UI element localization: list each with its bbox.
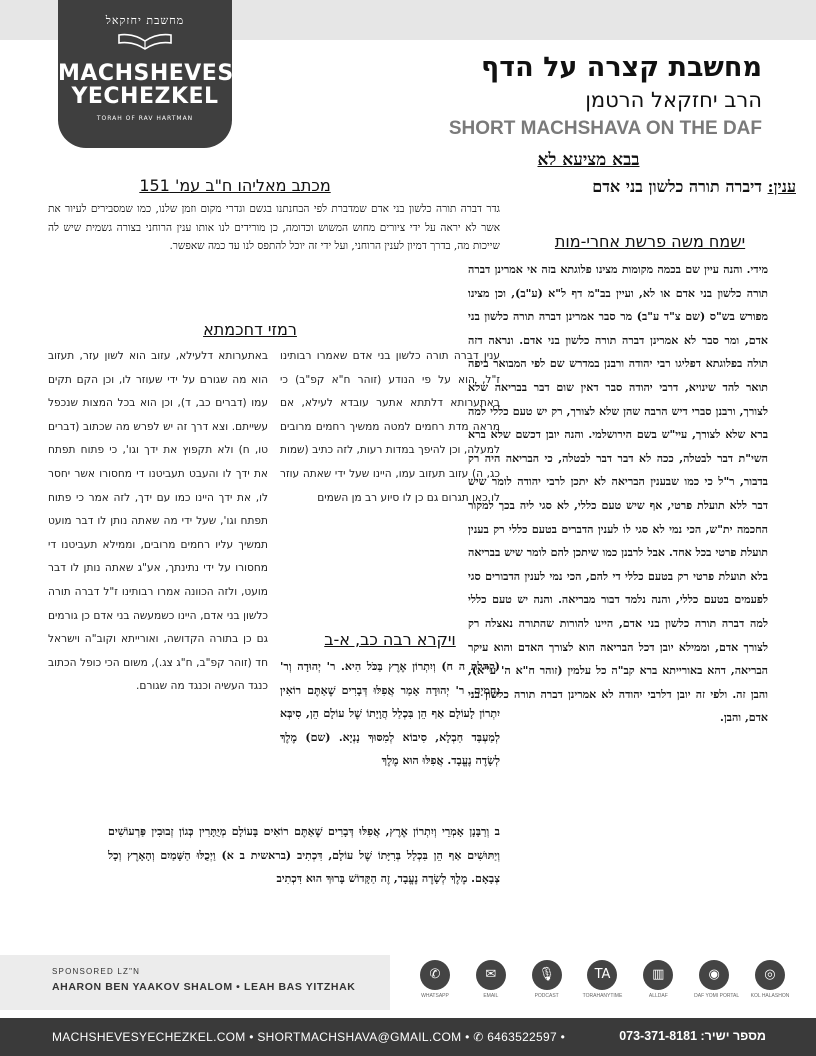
remazei-right-part: ענין דברה תורה כלשון בני אדם שאמרו רבותינו ז"ל, הוא על פי הנודע (זוהר ח"א קפ"ב) כי באתערותא דלתתא אתער עובדא לעילא, אם מראה מדת רחמים למטה ממשיך רחמים מרובים למעלה, וכן להיפך במדות רעות, לזה כתיב (שמות כג, ה) עזוב תעזוב עמו, היינו שעל ידי שאתה עוזר לו כאן תגרום גם כן לו סיוע רב מן השמים (280, 350, 500, 504)
author-name: הרב יחזקאל הרטמן (585, 88, 762, 112)
torahanytime-icon: TA (587, 960, 617, 990)
vayikra-rabba-heading: ויקרא רבה כב, א-ב (324, 630, 456, 649)
logo-hebrew: מחשבת יחזקאל (105, 14, 185, 27)
michtav-meeliyahu-heading: מכתב מאליהו ח"ב עמ' 151 (139, 176, 331, 195)
logo-line1: MACHSHEVES (58, 61, 234, 86)
sponsor-label: SPONSORED LZ"N (52, 967, 141, 976)
logo-tagline: TORAH OF RAV HARTMAN (96, 115, 194, 122)
torahanytime-link[interactable] (582, 960, 622, 1005)
footer-bar (0, 1018, 816, 1056)
yismach-moshe-heading: ישמח משה פרשת אחרי-מות (554, 232, 746, 251)
logo-line2: YECHEZKEL (71, 84, 219, 109)
masechta-title: בבא מציעא לא (537, 150, 640, 170)
alldaf-label: ALLDAF (648, 993, 668, 999)
whatsapp-link[interactable] (415, 960, 455, 1005)
michtav-text: גדר דברה תורה כלשון בני אדם שמדברת לפי הבחנתנו בגשם וגדרי מקום וזמן שלנו, כמו שמסבירים לעיור את אשר לא יראה על ידי ציורים מחוש המשוש וכדומה, כן מורידים לנו אותו ענין הרוחני בצורה גשמית שיש לה שייכות מה, בדרך דמיון לענין הרוחני, ועל ידי זה יוכל להתפס לנו עד כמה שאפשר. (48, 203, 500, 252)
podcast-link[interactable] (527, 960, 567, 1005)
contact-info: MACHSHEVESYECHEZKEL.COM • SHORTMACHSHAVA@GMAIL.COM • ✆ 6463522597 • (52, 1030, 566, 1044)
email-label: EMAIL (483, 993, 499, 999)
logo (58, 0, 232, 148)
vayikra-rabba-continuation: ב וְרַבָּנָן אָמְרֵי וְיִתְרוֹן אֶרֶץ, אֲפִלּוּ דְּבָרִים שֶׁאַתֶּם רוֹאִים בָּעוֹלָם מְיֻתָּרִין כְּגוֹן זְבוּבִין פַּרְעוֹשִׁים וְיַתּוּשִׁים אַף הֵן בִּכְלַל בְּרִיָּתוֹ שֶׁל עוֹלָם, דִּכְתִיב (בראשית ב א) וַיְכֻלּוּ הַשָּׁמַיִם וְהָאָרֶץ וְכָל צְבָאָם. מֶלֶךְ לְשָׂדֶה נֶעֱבָד, זֶה הַקָּדוֹשׁ בָּרוּךְ הוּא דִּכְתִיב (108, 825, 500, 886)
torahanytime-label: TORAHANYTIME (582, 993, 623, 999)
topic-text: דיברה תורה כלשון בני אדם (592, 177, 762, 196)
vayikra-rabba-body: (קהלת ה ח) וְיִתְרוֹן אֶרֶץ בַּכֹּל הִיא. ר' יְהוּדָה וְר' נְחֶמְיָה. ר' יְהוּדָה אָמַר אֲפִלּוּ דְּבָרִים שֶׁאַתֶּם רוֹאִין יִתְרוֹן לָעוֹלָם אַף הֵן בִּכְלַל הֲוָיָתוֹ שֶׁל עוֹלָם הֵן, סִיבְּא לְמַעְבַּד חַבְלָא, סִיבוֹא לְמִסּוּךְ נָנְיָא. (שם) מֶלֶךְ לְשָׂדֶה נֶעֱבָד. אֲפִלּוּ הוּא מֶלֶךְ (280, 660, 500, 768)
dafyomi-portal-icon: ◉ (699, 960, 729, 990)
topic-label: ענין: (767, 177, 796, 196)
page-title: מחשבת קצרה על הדף (481, 52, 762, 83)
sponsor-names: AHARON BEN YAAKOV SHALOM • LEAH BAS YITZHAK (52, 981, 356, 993)
sponsor-box (0, 955, 390, 1010)
podcast-label: PODCAST (534, 993, 559, 999)
whatsapp-label: WHATSAPP (421, 993, 449, 999)
page-title-english: SHORT MACHSHAVA ON THE DAF (448, 118, 762, 139)
kolhalashon-link[interactable] (750, 960, 790, 1005)
email-icon: ✉ (476, 960, 506, 990)
contact-icons (415, 960, 790, 1005)
michtav-meeliyahu-body (48, 200, 500, 300)
remazei-left-part: באתערותא דלעילא, עזוב הוא לשון עזר, תעזוב הוא מה שגורם על ידי שעוזר לו, וכן הקם תקים עמו (דברים כב, ד), וכן הוא בכל המצות שנכפל עשייתם. וצא דרך זה יש לפרש מה שכתוב (דברים טו, ח) ולא תקפוץ את ידך וגו', כי פתוח תפתח את ידך לו והעבט תעביטנו די מחסורו אשר יחסר לו, את ידך היינו כמו עם ידך, לזה אמר כי פתוח תפתח וגו', שעל ידי מה שאתה נותן לו דבר מועט תמשיך עליו רחמים מרובים, וממילא תעביטנו די מחסורו על ידי נתינתך, אע"ג שאתה נותן לו דבר מועט, ולזה הכוונה אמרו רבותינו ז"ל דברה תורה כלשון בני אדם, היינו כשמעשה בני אדם כן גורמים גם כן בתורה הקדושה, ואורייתא וקוב"ה וישראל חד (זוהר קפ"ב, ח"ג צג.), משום הכי כופל הכתוב כנגד העשיה וכנגד מה שגורם. (48, 350, 268, 693)
dafyomi-portal-link[interactable] (694, 960, 740, 1005)
yismach-moshe-body: מידי. והנה עיין שם בכמה מקומות מצינו פלוגתא בזה אי אמרינן דברה תורה כלשון בני אדם או לא, ועיין בב"מ דף ל"א (ע"ב), וכן מצינו מפורש בש"ס (שם צ"ד ע"ב) מר סבר אמרינן דברה תורה כלשון בני אדם, ומר סבר לא אמרינן דברה תורה כלשון בני אדם. ונראה דזה תולה בפלוגתא דפליגו רבי יהודה ורבנן במדרש שם לפי המבואר ביפה תואר להד שינויא, דרבי יהודה סבר דאין שום דבר בבריאה שלא לצורך, ורבנן סברי דיש הרבה שהן שלא לצורך, רק יש טעם כללי למה ברא שלא לצורך, עיי"ש בשם הירושלמי. והנה יובן דכשם שלא ברא השי"ת דבר לבטלה, ככה לא דבר דבר לבטלה, כי הבריאה היה רק בדבור, ר"ל כי כמו שבענין הבריאה לא יתכן לרבי יהודה לומר שיש דבר ללא תועלת פרטי, אף שיש טעם כללי, לא סגי ליה בכך למקור החכמה ית"ש, הכי נמי לא סגי לו לענין הדברים בטעם כללי רק בענין תועלת פרטי בכל אחד. אבל לרבנן כמו שיתכן להם לומר שיש בבריאה בלא תועלת פרטי רק בטעם כללי די להם, הכי נמי לענין הדבורים סגי לפעמים בטעם כללי, והנה נלמד דבור מבריאה. והנה יש טעם כללי למה דברה תורה כלשון בני אדם, היינו להורות שהתורה נאצלה רק לצורך אדם, וממילא יובן דכל הבריאה הוא לצורך האדם והוא עיקר הבריאה, דהא באורייתא ברא קב"ה כל עלמין (זוהר ח"א ה' ע"א), והבן זה. ולפי זה יובן דלרבי יהודה לא אמרינן דברה תורה כלשון בני אדם, והבן. (468, 263, 768, 725)
direct-phone: מספר ישיר: 073-371-8181 (619, 1029, 766, 1043)
topic-line (486, 177, 796, 197)
whatsapp-icon: ✆ (420, 960, 450, 990)
alldaf-link[interactable] (638, 960, 678, 1005)
email-link[interactable] (471, 960, 511, 1005)
dafyomi-portal-label: DAF YOMI PORTAL (694, 993, 740, 999)
alldaf-icon: ▥ (643, 960, 673, 990)
kolhalashon-label: KOL HALASHON (750, 993, 790, 999)
kolhalashon-icon: ◎ (755, 960, 785, 990)
book-icon (115, 31, 175, 51)
podcast-icon: 🎙 (532, 960, 562, 990)
remazei-dechochmeta-heading: רמזי דחכמתא (203, 320, 297, 339)
